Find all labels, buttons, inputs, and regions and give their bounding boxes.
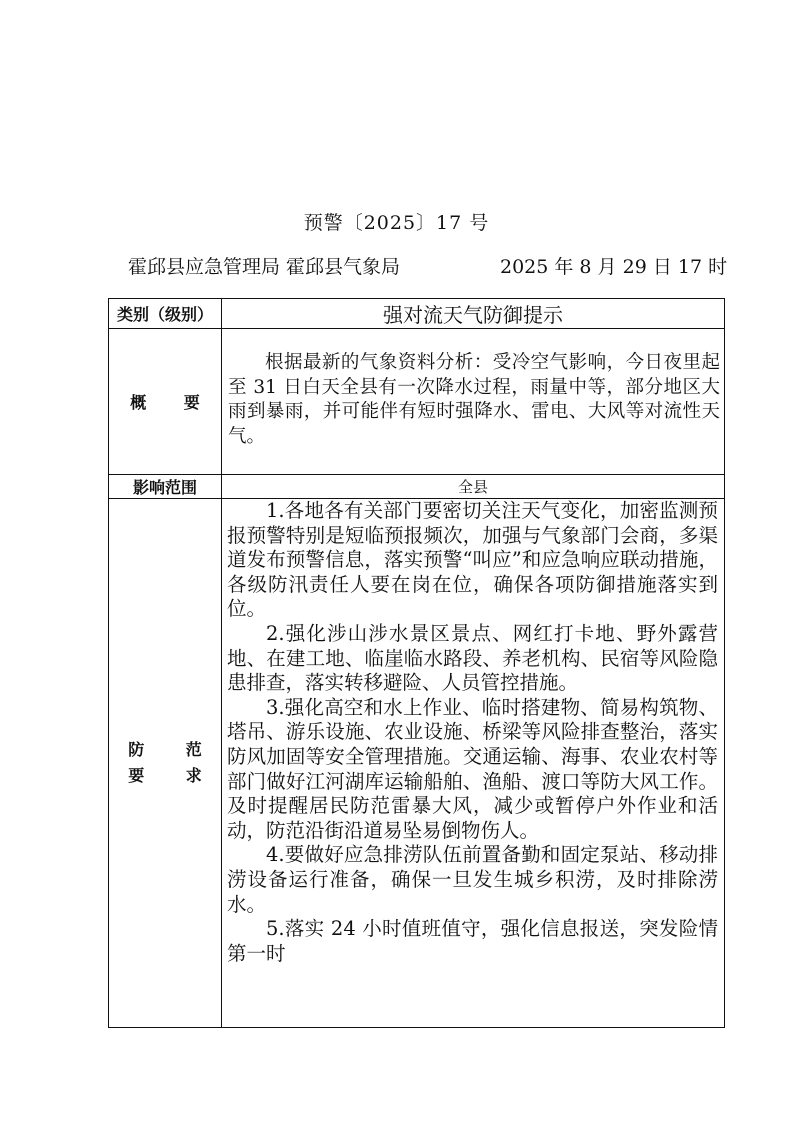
summary-text: 根据最新的气象资料分析：受冷空气影响，今日夜里起至 31 日白天全县有一次降水过程，雨量中等，部分地区大雨到暴雨，并可能伴有短时强降水、雷电、大风等对流性天气。 (228, 352, 720, 447)
requirements-label-line2: 要 求 (128, 766, 220, 785)
requirements-label-line1: 防 范 (128, 740, 220, 759)
summary-label: 概 要 (109, 329, 222, 475)
requirement-item: 3.强化高空和水上作业、临时搭建物、简易构筑物、塔吊、游乐设施、农业设施、桥梁等风险排查整治，落实防风加固等安全管理措施。交通运输、海事、农业农村等部门做好江河湖库运输船舶、渔船、渡口等防大风工作。及时提醒居民防范雷暴大风，减少或暂停户外作业和活动，防范沿街沿道易坠易倒物伤人。 (227, 695, 718, 842)
document-number: 预警〔2025〕17 号 (303, 212, 490, 234)
category-row (109, 299, 725, 329)
requirements-row (109, 499, 725, 1028)
requirement-item: 5.落实 24 小时值班值守，强化信息报送，突发险情第一时 (227, 917, 718, 965)
requirement-item: 4.要做好应急排涝队伍前置备勤和固定泵站、移动排涝设备运行准备，确保一旦发生城乡积涝，及时排除涝水。 (227, 843, 718, 916)
scope-label: 影响范围 (109, 475, 222, 499)
scope-value: 全县 (222, 475, 725, 499)
summary-cell (222, 329, 725, 475)
requirements-cell (222, 499, 725, 1028)
requirement-item: 1.各地各有关部门要密切关注天气变化，加密监测预报预警特别是短临预报频次，加强与气象部门会商，多渠道发布预警信息，落实预警“叫应”和应急响应联动措施，各级防汛责任人要在岗在位，确保各项防御措施落实到位。 (227, 499, 718, 621)
issuing-agencies: 霍邱县应急管理局 霍邱县气象局 (128, 256, 401, 278)
issue-time: 2025 年 8 月 29 日 17 时 (500, 256, 728, 278)
warning-table (108, 298, 725, 1028)
category-value: 强对流天气防御提示 (222, 299, 725, 329)
summary-row (109, 329, 725, 475)
category-label: 类别（级别） (109, 299, 222, 329)
scope-row (109, 475, 725, 499)
requirement-item: 2.强化涉山涉水景区景点、网红打卡地、野外露营地、在建工地、临崖临水路段、养老机构、民宿等风险隐患排查，落实转移避险、人员管控措施。 (227, 621, 718, 695)
requirements-label (109, 499, 222, 1028)
